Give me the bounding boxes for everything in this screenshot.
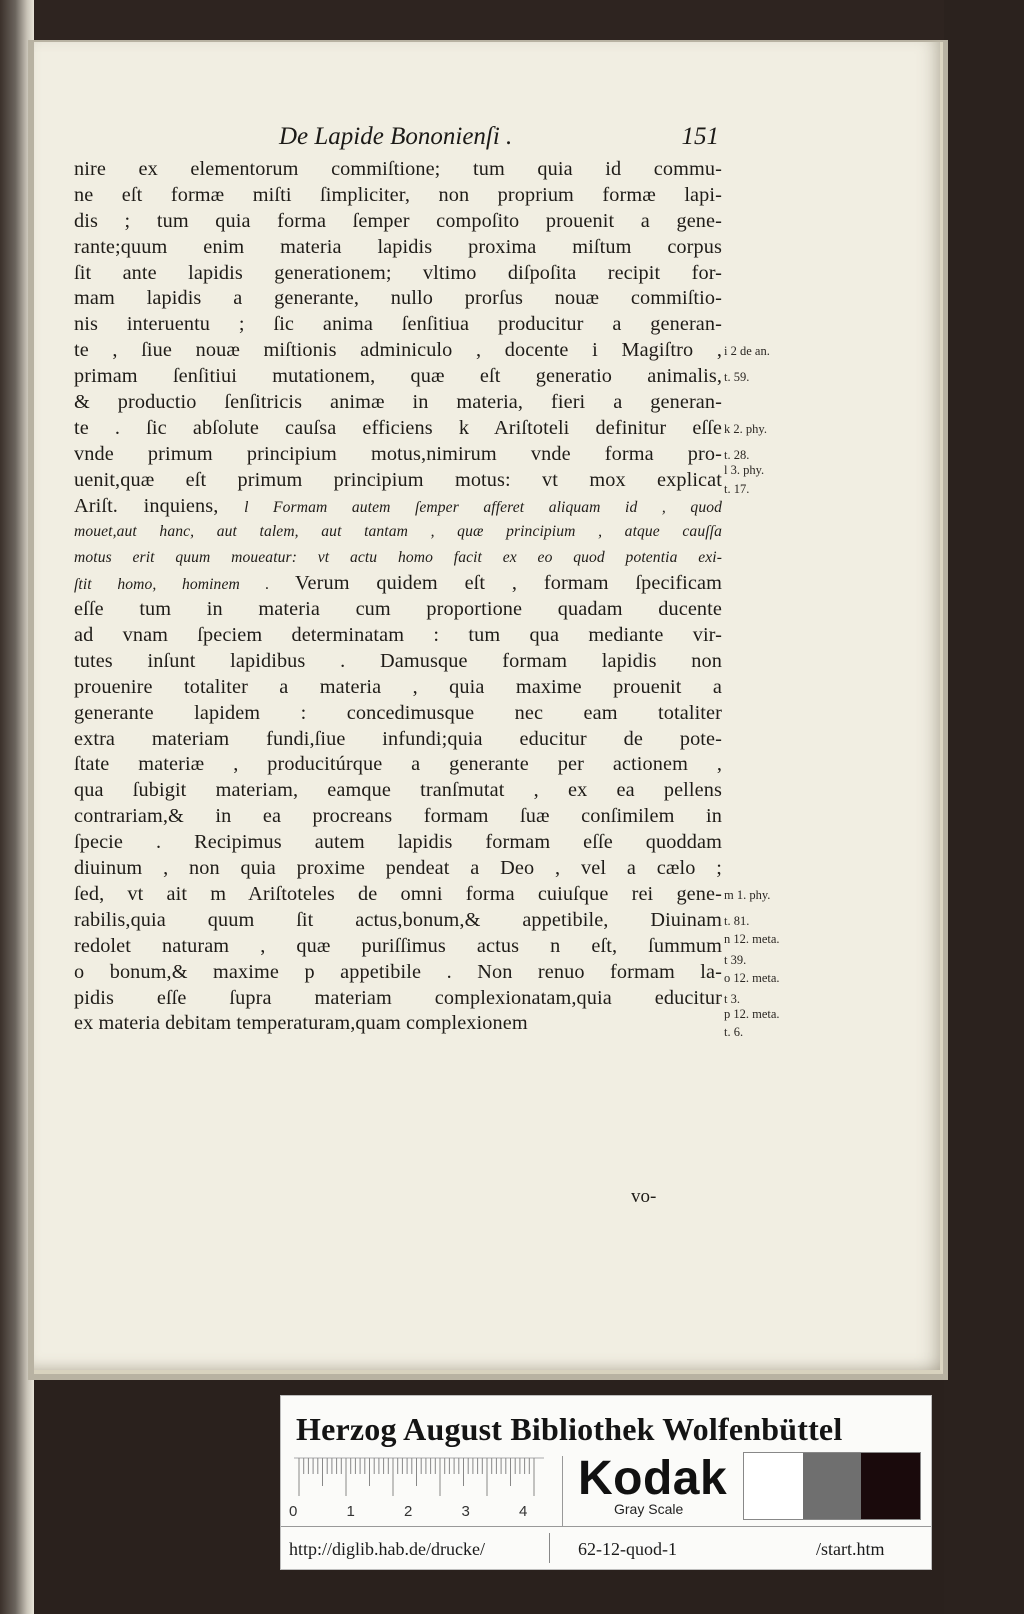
text-line: diuinum , non quia proxime pendeat a Deo , vel a cælo ; <box>74 857 722 880</box>
running-head <box>249 123 719 157</box>
text-line: Ariſt. inquiens, l Formam autem ſemper afferet aliquam id , quod <box>74 494 723 517</box>
text-line: ſpecie . Recipimus autem lapidis formam eſſe quoddam <box>74 831 722 854</box>
marginal-note: p 12. meta. <box>724 1007 780 1022</box>
ruler-scale <box>294 1456 544 1500</box>
text-line: rabilis,quia quum ſit actus,bonum,& appetibile, Diuinam <box>74 908 722 931</box>
card-footer <box>281 1526 931 1570</box>
marginal-note: t 3. <box>724 991 740 1006</box>
text-line: tutes inſunt lapidibus . Damusque formam lapidis non <box>74 649 722 672</box>
text-line: qua ſubigit materiam, eamque tranſmutat , ex ea pellens <box>74 779 722 802</box>
ruler-labels <box>289 1503 539 1523</box>
marginal-note: l 3. phy. <box>724 463 765 478</box>
book-page <box>34 42 943 1374</box>
scan-background-right <box>944 0 1024 1614</box>
catchword: vo- <box>631 1186 657 1207</box>
text-line: nis interuentu ; ſic anima ſenſitiua producitur a generan- <box>74 313 722 336</box>
divider <box>549 1533 550 1563</box>
ruler-label: 4 <box>519 1503 528 1520</box>
running-title: De Lapide Bononienſi . <box>279 123 513 150</box>
marginal-note: n 12. meta. <box>724 932 780 947</box>
text-line: redolet naturam , quæ puriſſimus actus n eſt, ſummum <box>74 934 722 957</box>
kodak-logo: Kodak <box>578 1452 728 1505</box>
text-line: pidis eſſe ſupra materiam complexionatam,quia educitur <box>74 986 722 1009</box>
text-line: ſtit homo, hominem . Verum quidem eſt , formam ſpecificam <box>74 572 722 595</box>
text-line: ad vnam ſpeciem determinatam : tum qua mediante vir- <box>74 624 722 647</box>
text-line: ſit ante lapidis generationem; vltimo diſpoſita recipit for- <box>74 261 722 284</box>
text-line: te , ſiue nouæ miſtionis adminiculo , docente i Magiſtro , <box>74 339 722 362</box>
text-line: prouenire totaliter a materia , quia maxime prouenit a <box>74 675 722 698</box>
text-line: ne eſt formæ miſti ſimpliciter, non proprium formæ lapi- <box>74 183 722 206</box>
text-line: ſtate materiæ , producitúrque a generante per actionem , <box>74 753 722 776</box>
divider <box>562 1456 563 1526</box>
text-line: generante lapidem : concedimusque nec eam totaliter <box>74 701 722 724</box>
page-number: 151 <box>681 123 719 150</box>
gray-patch <box>803 1453 862 1519</box>
text-line: mam lapidis a generante, nullo prorſus nouæ commiſtio- <box>74 287 722 310</box>
ruler-label: 1 <box>346 1503 355 1520</box>
text-line: ex materia debitam temperaturam,quam complexionem <box>74 1012 528 1035</box>
text-line: uenit,quæ eſt primum principium motus: vt mox explicat <box>74 468 722 491</box>
text-line: motus erit quum moueatur: vt actu homo facit ex eo quod potentia exi- <box>74 549 722 567</box>
text-line: te . ſic abſolute cauſsa efficiens k Ariſtoteli definitur eſſe <box>74 416 722 439</box>
text-line: rante;quum enim materia lapidis proxima miſtum corpus <box>74 235 722 258</box>
gray-scale-patches <box>743 1452 921 1520</box>
footer-page: /start.htm <box>816 1539 885 1559</box>
text-line: dis ; tum quia forma ſemper compoſito prouenit a gene- <box>74 209 722 232</box>
text-line: vnde primum principium motus,nimirum vnde forma pro- <box>74 442 722 465</box>
text-line: ſed, vt ait m Ariſtoteles de omni forma cuiuſque rei gene- <box>74 882 722 905</box>
marginal-note: i 2 de an. <box>724 344 770 359</box>
text-line: primam ſenſitiui mutationem, quæ eſt generatio animalis, <box>74 365 722 388</box>
text-line: eſſe tum in materia cum proportione quadam ducente <box>74 598 722 621</box>
ruler-label: 3 <box>461 1503 470 1520</box>
gray-patch <box>861 1453 920 1519</box>
marginal-note: t. 17. <box>724 481 750 496</box>
text-line: nire ex elementorum commiſtione; tum quia id commu- <box>74 158 722 180</box>
gray-patch <box>744 1453 803 1519</box>
library-name: Herzog August Bibliothek Wolfenbüttel <box>296 1411 843 1447</box>
text-line: & productio ſenſitricis animæ in materia, fieri a generan- <box>74 391 722 414</box>
text-line: contrariam,& in ea procreans formam ſuæ conſimilem in <box>74 805 722 828</box>
text-line: o bonum,& maxime p appetibile . Non renuo formam la- <box>74 960 722 983</box>
gray-scale-label: Gray Scale <box>614 1501 684 1517</box>
ruler-label: 0 <box>289 1503 298 1520</box>
marginal-note: o 12. meta. <box>724 971 780 986</box>
marginal-note: t. 6. <box>724 1025 744 1040</box>
footer-shelfmark: 62-12-quod-1 <box>578 1539 677 1559</box>
text-line: mouet,aut hanc, aut talem, aut tantam , quæ principium , atque cauſſa <box>74 523 722 541</box>
marginal-note: k 2. phy. <box>724 422 767 436</box>
library-calibration-card <box>280 1395 932 1570</box>
marginal-note: t. 81. <box>724 914 750 929</box>
body-text <box>74 157 722 1037</box>
footer-url: http://diglib.hab.de/drucke/ <box>289 1539 485 1559</box>
ruler-label: 2 <box>404 1503 413 1520</box>
scan-background <box>0 0 1024 40</box>
marginal-note: t 39. <box>724 952 747 967</box>
marginal-note: m 1. phy. <box>724 888 771 903</box>
marginal-note: t. 59. <box>724 370 750 385</box>
marginal-note: t. 28. <box>724 447 750 462</box>
text-line: extra materiam fundi,ſiue infundi;quia educitur de pote- <box>74 727 722 750</box>
